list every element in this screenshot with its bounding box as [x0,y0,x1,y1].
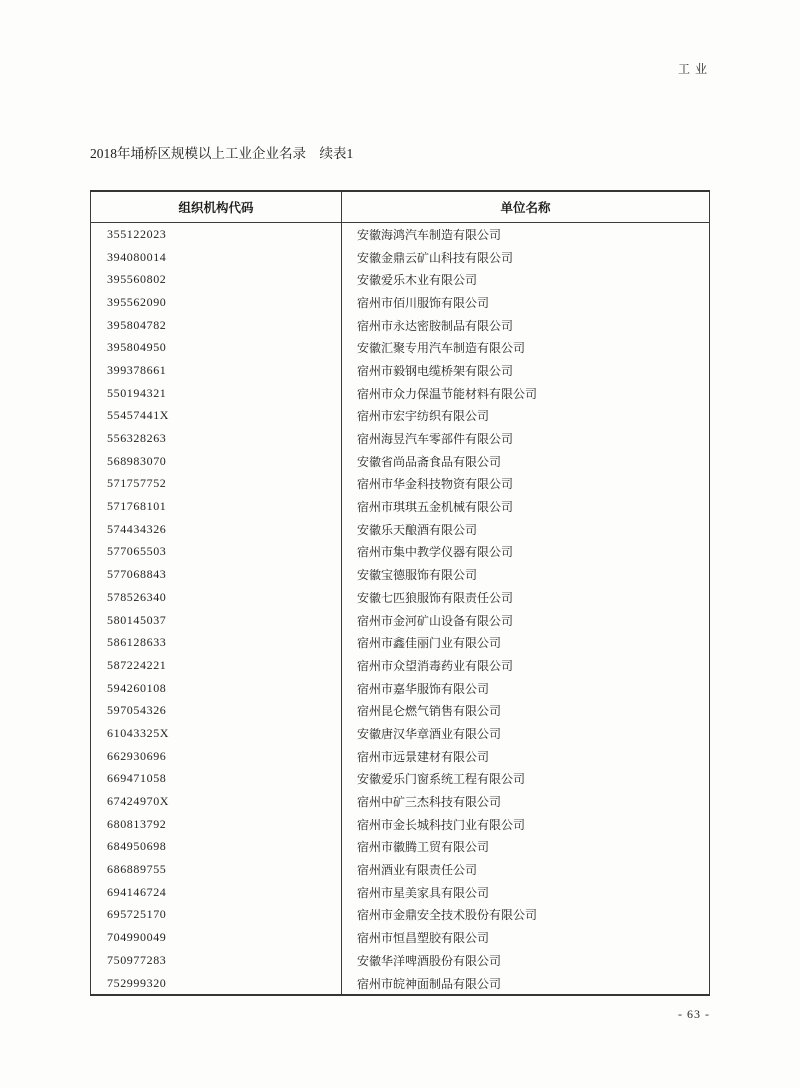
company-name-cell: 安徽金鼎云矿山科技有限公司 [357,250,514,265]
org-code-cell: 684950698 [91,836,342,859]
table-row [91,836,710,859]
org-code-cell: 395562090 [91,291,342,314]
org-code-cell: 580145037 [91,609,342,632]
org-code-cell: 556328263 [91,427,342,450]
table-body [91,223,710,996]
company-name-cell: 安徽爱乐门窗系统工程有限公司 [357,772,526,787]
table-header [91,191,710,223]
company-name-cell: 安徽华洋啤酒股份有限公司 [357,953,502,968]
org-code-cell: 577065503 [91,541,342,564]
table-row [91,518,710,541]
org-code-cell: 686889755 [91,858,342,881]
org-code-cell: 574434326 [91,518,342,541]
company-name-cell: 安徽爱乐木业有限公司 [357,273,478,288]
company-name-cell: 宿州酒业有限责任公司 [357,863,478,878]
org-code-cell: 669471058 [91,768,342,791]
table-row [91,881,710,904]
company-name-cell: 安徽乐天酿酒有限公司 [357,522,478,537]
company-name-cell: 宿州市鑫佳丽门业有限公司 [357,636,502,651]
table-row [91,405,710,428]
company-name-cell: 宿州市集中教学仪器有限公司 [357,545,514,560]
org-code-cell: 550194321 [91,382,342,405]
table-row [91,904,710,927]
table-row [91,427,710,450]
company-name-cell: 宿州市皖神面制品有限公司 [357,976,502,991]
org-code-cell: 587224221 [91,654,342,677]
column-header-org-code: 组织机构代码 [91,191,342,223]
org-code-cell: 67424970X [91,790,342,813]
company-name-cell: 安徽七匹狼服饰有限责任公司 [357,590,514,605]
company-name-cell: 宿州市金河矿山设备有限公司 [357,613,514,628]
table-row [91,223,710,246]
company-name-cell: 宿州市永达密胺制品有限公司 [357,318,514,333]
page-title: 2018年埇桥区规模以上工业企业名录 续表1 [90,146,354,161]
company-name-cell: 宿州市佰川服饰有限公司 [357,295,490,310]
company-name-cell: 宿州市华金科技物资有限公司 [357,477,514,492]
org-code-cell: 680813792 [91,813,342,836]
company-name-cell: 安徽省尚品斋食品有限公司 [357,454,502,469]
table-row [91,541,710,564]
table-row [91,926,710,949]
table-row [91,745,710,768]
table-row [91,473,710,496]
table-row [91,359,710,382]
company-name-cell: 安徽宝德服饰有限公司 [357,568,478,583]
table-row [91,858,710,881]
company-name-cell: 安徽汇聚专用汽车制造有限公司 [357,341,526,356]
company-name-cell: 宿州市远景建材有限公司 [357,749,490,764]
table-row [91,949,710,972]
org-code-cell: 695725170 [91,904,342,927]
table-row [91,382,710,405]
org-code-cell: 750977283 [91,949,342,972]
company-name-cell: 宿州市毅钢电缆桥架有限公司 [357,363,514,378]
table-row [91,790,710,813]
org-code-cell: 395804782 [91,314,342,337]
org-code-cell: 55457441X [91,405,342,428]
org-code-cell: 662930696 [91,745,342,768]
company-name-cell: 安徽唐汉华章酒业有限公司 [357,726,502,741]
company-name-cell: 宿州市众力保温节能材料有限公司 [357,386,538,401]
org-code-cell: 61043325X [91,722,342,745]
org-code-cell: 571768101 [91,495,342,518]
org-code-cell: 704990049 [91,926,342,949]
directory-table [90,190,710,996]
table-row [91,972,710,996]
org-code-cell: 594260108 [91,677,342,700]
company-name-cell: 宿州市星美家具有限公司 [357,885,490,900]
org-code-cell: 395560802 [91,268,342,291]
org-code-cell: 399378661 [91,359,342,382]
company-name-cell: 宿州市金长城科技门业有限公司 [357,817,526,832]
table-row [91,336,710,359]
company-name-cell: 宿州市金鼎安全技术股份有限公司 [357,908,538,923]
page-number: - 63 - [678,1007,710,1021]
table-row [91,268,710,291]
org-code-cell: 752999320 [91,972,342,996]
org-code-cell: 394080014 [91,246,342,269]
section-corner-label: 工业 [677,62,712,76]
company-name-cell: 安徽海鸿汽车制造有限公司 [357,227,502,242]
header-row [91,191,710,223]
org-code-cell: 578526340 [91,586,342,609]
table-row [91,563,710,586]
table-row [91,586,710,609]
table-row [91,631,710,654]
table-row [91,813,710,836]
table-row [91,314,710,337]
company-name-cell: 宿州市徽腾工贸有限公司 [357,840,490,855]
table-row [91,495,710,518]
table-row [91,654,710,677]
company-name-cell: 宿州海昱汽车零部件有限公司 [357,432,514,447]
company-name-cell: 宿州市众望消毒药业有限公司 [357,658,514,673]
company-name-cell: 宿州市琪琪五金机械有限公司 [357,500,514,515]
table-row [91,722,710,745]
org-code-cell: 586128633 [91,631,342,654]
org-code-cell: 571757752 [91,473,342,496]
table-row [91,768,710,791]
table-row [91,609,710,632]
table-row [91,699,710,722]
org-code-cell: 577068843 [91,563,342,586]
column-header-unit-name: 单位名称 [342,191,710,223]
org-code-cell: 694146724 [91,881,342,904]
company-name-cell: 宿州中矿三杰科技有限公司 [357,795,502,810]
company-name-cell: 宿州市宏宇纺织有限公司 [357,409,490,424]
table-row [91,450,710,473]
org-code-cell: 395804950 [91,336,342,359]
org-code-cell: 568983070 [91,450,342,473]
table-row [91,291,710,314]
company-name-cell: 宿州昆仑燃气销售有限公司 [357,704,502,719]
org-code-cell: 355122023 [91,223,342,246]
company-name-cell: 宿州市嘉华服饰有限公司 [357,681,490,696]
table-row [91,246,710,269]
table-row [91,677,710,700]
company-name-cell: 宿州市恒昌塑胶有限公司 [357,931,490,946]
org-code-cell: 597054326 [91,699,342,722]
